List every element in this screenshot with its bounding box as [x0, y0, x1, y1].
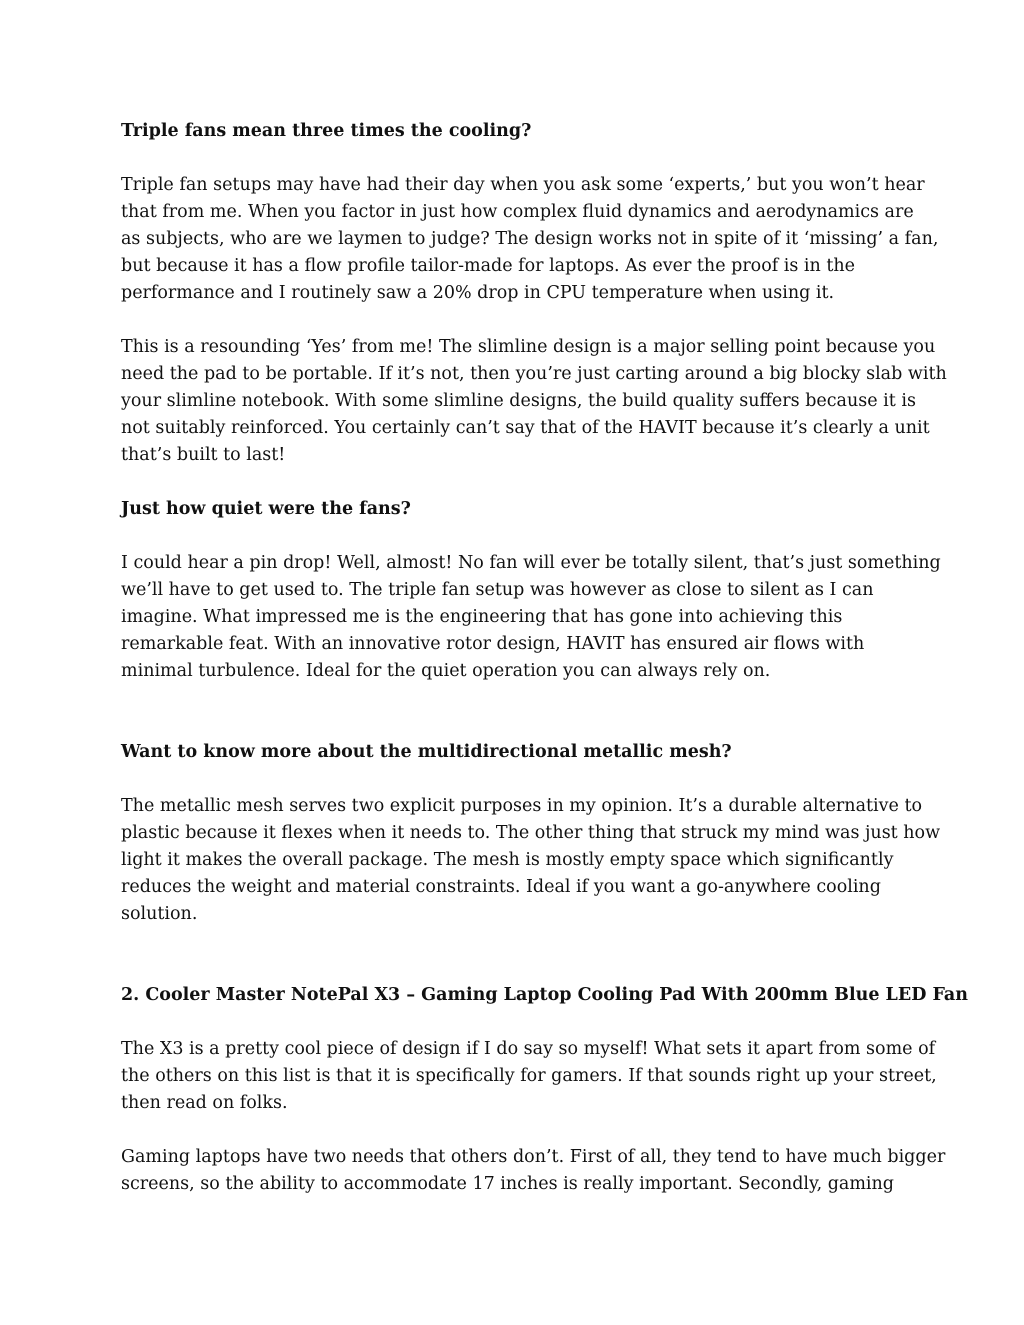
text-line: need the pad to be portable. If it’s not, then you’re just carting around a big blocky slab with	[121, 364, 947, 384]
text-line: The X3 is a pretty cool piece of design if I do say so myself! What sets it apart from some of	[121, 1039, 936, 1059]
text-line: solution.	[121, 904, 198, 924]
blank-line	[121, 712, 911, 739]
text-line: Gaming laptops have two needs that others don’t. First of all, they tend to have much bigger	[121, 1147, 946, 1167]
text-line: The metallic mesh serves two explicit purposes in my opinion. It’s a durable alternative to	[121, 796, 923, 816]
text-line: imagine. What impressed me is the engineering that has gone into achieving this	[121, 607, 843, 627]
paragraph	[121, 550, 941, 685]
section-heading: Triple fans mean three times the cooling?	[121, 121, 532, 141]
section-heading: Just how quiet were the fans?	[121, 499, 411, 519]
paragraph	[121, 172, 939, 307]
text-line: the others on this list is that it is specifically for gamers. If that sounds right up your street,	[121, 1066, 937, 1086]
text-line: not suitably reinforced. You certainly can’t say that of the HAVIT because it’s clearly a unit	[121, 418, 930, 438]
text-line: as subjects, who are we laymen to judge? The design works not in spite of it ‘missing’ a fan,	[121, 229, 939, 249]
text-line: plastic because it flexes when it needs to. The other thing that struck my mind was just how	[121, 823, 941, 843]
paragraph	[121, 334, 947, 469]
text-line: performance and I routinely saw a 20% drop in CPU temperature when using it.	[121, 283, 835, 303]
text-line: I could hear a pin drop! Well, almost! No fan will ever be totally silent, that’s just something	[121, 553, 941, 573]
text-line: light it makes the overall package. The mesh is mostly empty space which significantly	[121, 850, 894, 870]
text-line: then read on folks.	[121, 1093, 288, 1113]
text-line: Triple fan setups may have had their day when you ask some ‘experts,’ but you won’t hear	[121, 175, 925, 195]
text-line: reduces the weight and material constraints. Ideal if you want a go-anywhere cooling	[121, 877, 881, 897]
document-page	[121, 118, 968, 1225]
text-line: This is a resounding ‘Yes’ from me! The slimline design is a major selling point because you	[121, 337, 936, 357]
text-line: your slimline notebook. With some slimline designs, the build quality suffers because it is	[121, 391, 916, 411]
section-heading: 2. Cooler Master NotePal X3 – Gaming Laptop Cooling Pad With 200mm Blue LED Fan	[121, 985, 968, 1005]
blank-line	[121, 955, 911, 982]
text-line: we’ll have to get used to. The triple fan setup was however as close to silent as I can	[121, 580, 874, 600]
section-heading: Want to know more about the multidirectional metallic mesh?	[121, 742, 732, 762]
text-line: remarkable feat. With an innovative rotor design, HAVIT has ensured air flows with	[121, 634, 865, 654]
text-line: but because it has a flow profile tailor-made for laptops. As ever the proof is in the	[121, 256, 856, 276]
text-line: that from me. When you factor in just how complex fluid dynamics and aerodynamics are	[121, 202, 914, 222]
paragraph	[121, 793, 941, 928]
text-line: that’s built to last!	[121, 445, 286, 465]
paragraph	[121, 1036, 937, 1117]
text-line: minimal turbulence. Ideal for the quiet operation you can always rely on.	[121, 661, 771, 681]
text-line: screens, so the ability to accommodate 17 inches is really important. Secondly, gaming	[121, 1174, 894, 1194]
paragraph	[121, 1144, 946, 1198]
